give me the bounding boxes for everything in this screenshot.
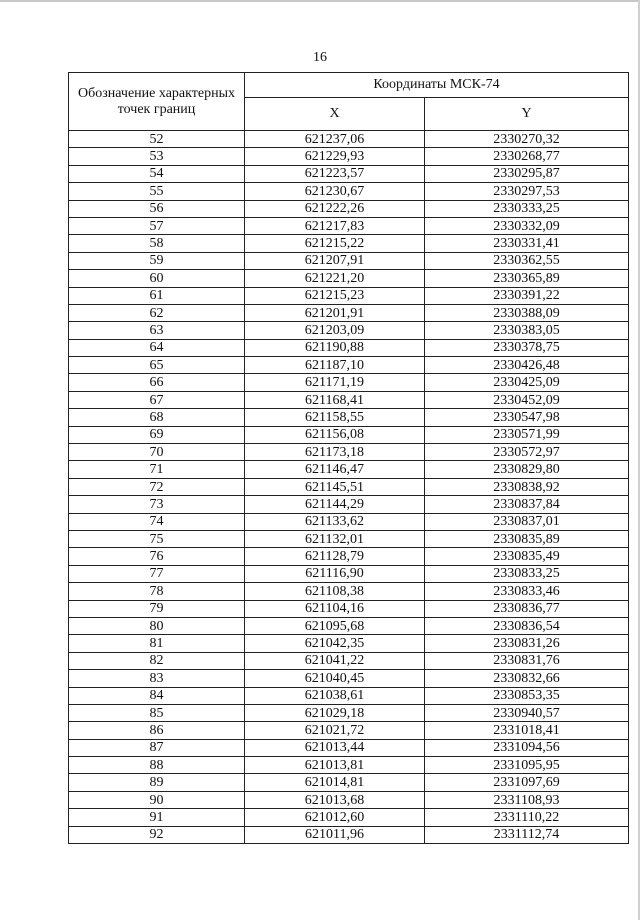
- cell-x: 621013,44: [245, 739, 425, 756]
- cell-x: 621190,88: [245, 339, 425, 356]
- table-row: [69, 496, 629, 513]
- cell-point: 69: [69, 426, 245, 443]
- table-row: [69, 374, 629, 391]
- cell-x: 621021,72: [245, 722, 425, 739]
- cell-point: 80: [69, 617, 245, 634]
- cell-x: 621013,68: [245, 791, 425, 808]
- cell-x: 621223,57: [245, 165, 425, 182]
- cell-y: 2330571,99: [425, 426, 629, 443]
- cell-point: 77: [69, 565, 245, 582]
- cell-point: 75: [69, 530, 245, 547]
- header-point-designation: Обозначение характерных точек границ: [69, 73, 245, 131]
- table-row: [69, 791, 629, 808]
- cell-x: 621013,81: [245, 757, 425, 774]
- table-row: [69, 722, 629, 739]
- cell-y: 2330833,46: [425, 583, 629, 600]
- cell-x: 621042,35: [245, 635, 425, 652]
- table-row: [69, 809, 629, 826]
- cell-x: 621146,47: [245, 461, 425, 478]
- header-x: X: [245, 98, 425, 131]
- cell-point: 64: [69, 339, 245, 356]
- cell-x: 621222,26: [245, 200, 425, 217]
- cell-point: 85: [69, 704, 245, 721]
- cell-x: 621029,18: [245, 704, 425, 721]
- table-header-row: [69, 73, 629, 98]
- cell-x: 621095,68: [245, 617, 425, 634]
- table-row: [69, 304, 629, 321]
- cell-x: 621040,45: [245, 670, 425, 687]
- cell-x: 621187,10: [245, 357, 425, 374]
- table-row: [69, 583, 629, 600]
- cell-point: 58: [69, 235, 245, 252]
- table-row: [69, 391, 629, 408]
- cell-y: 2330426,48: [425, 357, 629, 374]
- cell-y: 2331095,95: [425, 757, 629, 774]
- cell-y: 2330832,66: [425, 670, 629, 687]
- cell-point: 84: [69, 687, 245, 704]
- cell-y: 2330268,77: [425, 148, 629, 165]
- cell-y: 2330452,09: [425, 391, 629, 408]
- cell-x: 621173,18: [245, 444, 425, 461]
- header-y: Y: [425, 98, 629, 131]
- cell-point: 79: [69, 600, 245, 617]
- cell-y: 2330836,77: [425, 600, 629, 617]
- cell-x: 621156,08: [245, 426, 425, 443]
- cell-point: 92: [69, 826, 245, 843]
- cell-x: 621133,62: [245, 513, 425, 530]
- cell-x: 621014,81: [245, 774, 425, 791]
- cell-point: 72: [69, 478, 245, 495]
- cell-y: 2330295,87: [425, 165, 629, 182]
- cell-x: 621128,79: [245, 548, 425, 565]
- cell-y: 2330332,09: [425, 217, 629, 234]
- cell-x: 621215,23: [245, 287, 425, 304]
- cell-x: 621104,16: [245, 600, 425, 617]
- cell-y: 2331094,56: [425, 739, 629, 756]
- table-body: [69, 131, 629, 844]
- cell-point: 83: [69, 670, 245, 687]
- table-row: [69, 217, 629, 234]
- cell-x: 621012,60: [245, 809, 425, 826]
- cell-point: 60: [69, 270, 245, 287]
- cell-point: 66: [69, 374, 245, 391]
- table-row: [69, 322, 629, 339]
- cell-x: 621221,20: [245, 270, 425, 287]
- cell-x: 621168,41: [245, 391, 425, 408]
- cell-x: 621203,09: [245, 322, 425, 339]
- cell-point: 82: [69, 652, 245, 669]
- cell-x: 621108,38: [245, 583, 425, 600]
- cell-y: 2330835,89: [425, 530, 629, 547]
- table-row: [69, 478, 629, 495]
- cell-point: 78: [69, 583, 245, 600]
- cell-y: 2330365,89: [425, 270, 629, 287]
- table-row: [69, 183, 629, 200]
- cell-y: 2331108,93: [425, 791, 629, 808]
- cell-y: 2330837,84: [425, 496, 629, 513]
- cell-x: 621201,91: [245, 304, 425, 321]
- cell-y: 2331097,69: [425, 774, 629, 791]
- table-row: [69, 426, 629, 443]
- table-row: [69, 270, 629, 287]
- cell-x: 621041,22: [245, 652, 425, 669]
- cell-y: 2330270,32: [425, 131, 629, 148]
- table-row: [69, 444, 629, 461]
- table-row: [69, 635, 629, 652]
- cell-point: 88: [69, 757, 245, 774]
- table-row: [69, 670, 629, 687]
- cell-point: 52: [69, 131, 245, 148]
- cell-point: 55: [69, 183, 245, 200]
- cell-y: 2330837,01: [425, 513, 629, 530]
- cell-point: 57: [69, 217, 245, 234]
- cell-point: 65: [69, 357, 245, 374]
- cell-point: 73: [69, 496, 245, 513]
- cell-y: 2330388,09: [425, 304, 629, 321]
- table-row: [69, 131, 629, 148]
- table-row: [69, 548, 629, 565]
- table-row: [69, 287, 629, 304]
- table-row: [69, 704, 629, 721]
- table-row: [69, 739, 629, 756]
- cell-y: 2330383,05: [425, 322, 629, 339]
- cell-y: 2330333,25: [425, 200, 629, 217]
- cell-y: 2330297,53: [425, 183, 629, 200]
- cell-x: 621215,22: [245, 235, 425, 252]
- cell-x: 621229,93: [245, 148, 425, 165]
- cell-point: 86: [69, 722, 245, 739]
- cell-x: 621145,51: [245, 478, 425, 495]
- cell-x: 621132,01: [245, 530, 425, 547]
- cell-x: 621207,91: [245, 252, 425, 269]
- table-row: [69, 652, 629, 669]
- table-row: [69, 200, 629, 217]
- cell-point: 63: [69, 322, 245, 339]
- cell-point: 54: [69, 165, 245, 182]
- cell-point: 68: [69, 409, 245, 426]
- table-row: [69, 826, 629, 843]
- cell-point: 61: [69, 287, 245, 304]
- cell-x: 621144,29: [245, 496, 425, 513]
- cell-point: 81: [69, 635, 245, 652]
- cell-x: 621116,90: [245, 565, 425, 582]
- cell-y: 2330547,98: [425, 409, 629, 426]
- cell-point: 67: [69, 391, 245, 408]
- cell-y: 2330362,55: [425, 252, 629, 269]
- cell-y: 2331112,74: [425, 826, 629, 843]
- cell-x: 621011,96: [245, 826, 425, 843]
- cell-point: 89: [69, 774, 245, 791]
- cell-point: 74: [69, 513, 245, 530]
- cell-y: 2330940,57: [425, 704, 629, 721]
- cell-y: 2330331,41: [425, 235, 629, 252]
- table-row: [69, 757, 629, 774]
- cell-y: 2330378,75: [425, 339, 629, 356]
- cell-point: 76: [69, 548, 245, 565]
- cell-y: 2330835,49: [425, 548, 629, 565]
- table-row: [69, 339, 629, 356]
- table-row: [69, 530, 629, 547]
- cell-point: 90: [69, 791, 245, 808]
- cell-y: 2330836,54: [425, 617, 629, 634]
- table-row: [69, 600, 629, 617]
- cell-x: 621038,61: [245, 687, 425, 704]
- table-row: [69, 774, 629, 791]
- table-row: [69, 148, 629, 165]
- cell-y: 2330425,09: [425, 374, 629, 391]
- cell-point: 62: [69, 304, 245, 321]
- table-row: [69, 235, 629, 252]
- cell-y: 2330572,97: [425, 444, 629, 461]
- page-top-edge: [0, 0, 640, 2]
- cell-point: 53: [69, 148, 245, 165]
- cell-x: 621171,19: [245, 374, 425, 391]
- cell-y: 2330831,76: [425, 652, 629, 669]
- cell-point: 59: [69, 252, 245, 269]
- coordinates-table: [68, 72, 629, 844]
- cell-point: 71: [69, 461, 245, 478]
- cell-point: 87: [69, 739, 245, 756]
- cell-x: 621158,55: [245, 409, 425, 426]
- cell-x: 621217,83: [245, 217, 425, 234]
- cell-x: 621237,06: [245, 131, 425, 148]
- table-row: [69, 252, 629, 269]
- cell-point: 70: [69, 444, 245, 461]
- cell-point: 56: [69, 200, 245, 217]
- cell-y: 2330838,92: [425, 478, 629, 495]
- cell-point: 91: [69, 809, 245, 826]
- table-row: [69, 409, 629, 426]
- page-number: 16: [313, 50, 327, 65]
- cell-y: 2330829,80: [425, 461, 629, 478]
- cell-y: 2330833,25: [425, 565, 629, 582]
- table-row: [69, 513, 629, 530]
- table-row: [69, 165, 629, 182]
- cell-y: 2330831,26: [425, 635, 629, 652]
- header-coordinates-group: Координаты МСК-74: [245, 73, 629, 98]
- cell-x: 621230,67: [245, 183, 425, 200]
- cell-y: 2330391,22: [425, 287, 629, 304]
- table-row: [69, 357, 629, 374]
- table-row: [69, 687, 629, 704]
- table-row: [69, 617, 629, 634]
- table-row: [69, 565, 629, 582]
- cell-y: 2330853,35: [425, 687, 629, 704]
- table-row: [69, 461, 629, 478]
- cell-y: 2331110,22: [425, 809, 629, 826]
- cell-y: 2331018,41: [425, 722, 629, 739]
